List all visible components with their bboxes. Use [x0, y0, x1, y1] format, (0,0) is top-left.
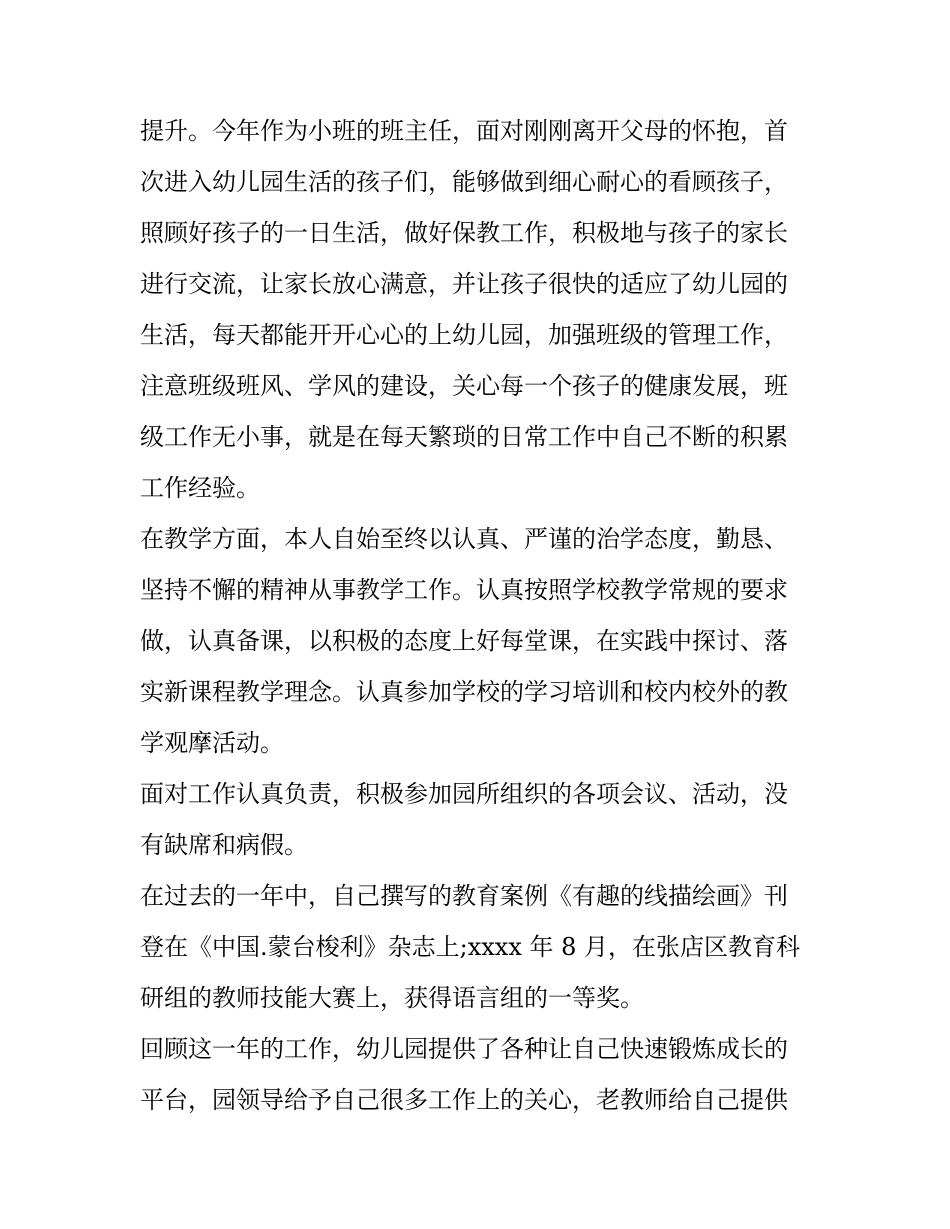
text-line: 研组的教师技能大赛上，获得语言组的一等奖。	[140, 984, 644, 1012]
text-line: 做，认真备课，以积极的态度上好每堂课，在实践中探讨、落	[140, 627, 788, 655]
text-line: 工作经验。	[140, 474, 260, 502]
text-line: 坚持不懈的精神从事教学工作。认真按照学校教学常规的要求	[140, 576, 788, 604]
text-line: 有缺席和病假。	[140, 831, 308, 859]
text-line: 回顾这一年的工作，幼儿园提供了各种让自己快速锻炼成长的	[140, 1035, 788, 1063]
text-line: 在教学方面，本人自始至终以认真、严谨的治学态度，勤恳、	[140, 525, 788, 553]
text-line: 平台，园领导给予自己很多工作上的关心，老教师给自己提供	[140, 1086, 788, 1114]
text-line: 次进入幼儿园生活的孩子们，能够做到细心耐心的看顾孩子，	[140, 168, 788, 196]
text-line: 学观摩活动。	[140, 729, 284, 757]
text-line: 面对工作认真负责，积极参加园所组织的各项会议、活动，没	[140, 780, 788, 808]
text-line: 实新课程教学理念。认真参加学校的学习培训和校内校外的教	[140, 678, 788, 706]
text-line: 登在《中国.蒙台梭利》杂志上;xxxx 年 8 月，在张店区教育科	[140, 933, 801, 961]
text-line: 级工作无小事，就是在每天繁琐的日常工作中自己不断的积累	[140, 423, 788, 451]
text-line: 注意班级班风、学风的建设，关心每一个孩子的健康发展，班	[140, 372, 788, 400]
text-line: 生活，每天都能开开心心的上幼儿园，加强班级的管理工作，	[140, 321, 788, 349]
text-line: 进行交流，让家长放心满意，并让孩子很快的适应了幼儿园的	[140, 270, 788, 298]
text-line: 照顾好孩子的一日生活，做好保教工作，积极地与孩子的家长	[140, 219, 788, 247]
text-line: 在过去的一年中，自己撰写的教育案例《有趣的线描绘画》刊	[140, 882, 788, 910]
document-body	[140, 106, 820, 1126]
text-line: 提升。今年作为小班的班主任，面对刚刚离开父母的怀抱，首	[140, 117, 788, 145]
